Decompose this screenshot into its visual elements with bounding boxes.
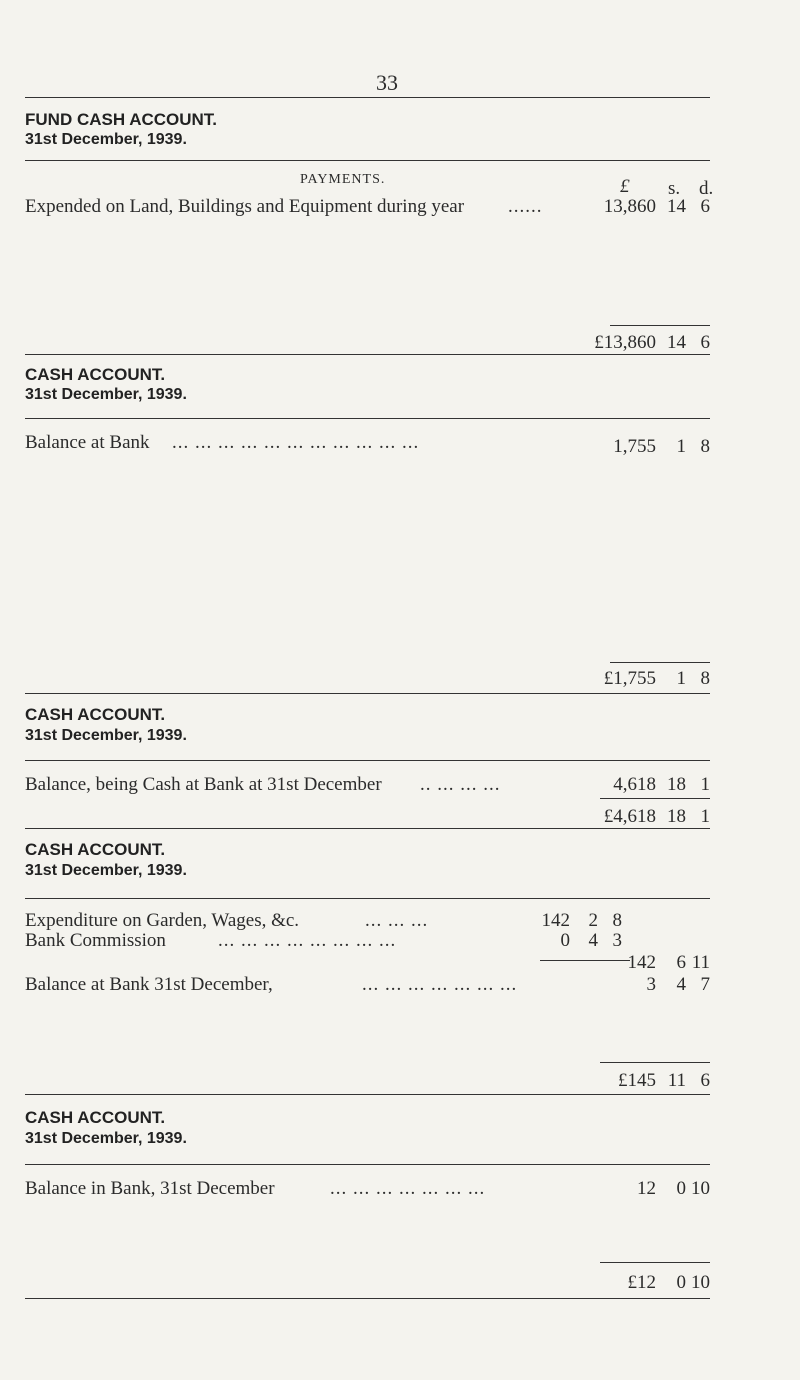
row-label: Balance at Bank [25,432,150,453]
total-pounds: £1,755 [603,668,656,689]
header-rule [25,160,710,161]
currency-header-shillings: s. [668,178,681,199]
row-label: Expended on Land, Buildings and Equipment during year [25,196,465,217]
subtotal-pounds: 142 [627,952,656,973]
section-date: 31st December, 1939. [25,386,187,403]
amount-pence: 6 [700,196,710,217]
header-rule [25,760,710,761]
total-rule [600,1262,710,1263]
leader-dots: ...... [508,196,543,217]
section-title: CASH ACCOUNT. [25,840,166,859]
section-title: CASH ACCOUNT. [25,705,166,724]
total-pence: 10 [691,1272,710,1293]
column-caption: PAYMENTS. [300,172,386,187]
header-rule [25,1164,710,1165]
section-rule [25,1094,710,1095]
section-rule [25,354,710,355]
section-title: CASH ACCOUNT. [25,365,166,384]
amount-pounds: 4,618 [613,774,656,795]
total-pence: 6 [700,1070,710,1091]
amount-pence: 10 [691,1178,710,1199]
section-title: CASH ACCOUNT. [25,1108,166,1127]
total-rule [600,1062,710,1063]
total-pence: 1 [700,806,710,827]
total-pounds: £4,618 [603,806,656,827]
total-pence: 8 [700,668,710,689]
currency-header-pounds: £ [620,176,630,197]
amount-shillings: 14 [667,196,686,217]
section-date: 31st December, 1939. [25,862,187,879]
row-label: Balance at Bank 31st December, [25,974,273,995]
amount-shillings: 0 [676,1178,686,1199]
section-title: FUND CASH ACCOUNT. [25,110,218,129]
leader-dots: ... ... ... ... ... ... ... ... ... ... ... [172,432,420,453]
inner-pence: 8 [612,910,622,931]
leader-dots: ... ... ... ... ... ... ... [330,1178,486,1199]
total-shillings: 0 [676,1272,686,1293]
amount-shillings: 18 [667,774,686,795]
total-rule [610,325,710,326]
amount-pence: 8 [700,436,710,457]
amount-pounds: 12 [637,1178,656,1199]
page-number: 33 [376,70,398,95]
total-shillings: 1 [676,668,686,689]
amount-pence: 1 [700,774,710,795]
section-rule [25,828,710,829]
total-rule [600,798,710,799]
total-shillings: 14 [667,332,686,353]
bottom-rule [25,1298,710,1299]
inner-shillings: 4 [588,930,598,951]
leader-dots: ... ... ... [365,910,429,931]
subtotal-shillings: 6 [676,952,686,973]
row-label: Balance, being Cash at Bank at 31st December [25,774,382,795]
total-rule [610,662,710,663]
total-pounds: £145 [618,1070,656,1091]
row-label: Expenditure on Garden, Wages, &c. [25,910,300,931]
leader-dots: ... ... ... ... ... ... ... [362,974,518,995]
total-pounds: £13,860 [594,332,656,353]
section-date: 31st December, 1939. [25,131,187,148]
currency-header-pence: d. [699,178,714,199]
subtotal-pence: 11 [691,952,710,973]
inner-pounds: 0 [560,930,570,951]
inner-pence: 3 [612,930,622,951]
section-date: 31st December, 1939. [25,727,187,744]
amount-shillings: 1 [676,436,686,457]
amount-pence: 7 [700,974,710,995]
total-shillings: 18 [667,806,686,827]
inner-shillings: 2 [588,910,598,931]
total-shillings: 11 [667,1070,686,1091]
amount-pounds: 1,755 [613,436,656,457]
row-label: Balance in Bank, 31st December [25,1178,275,1199]
top-rule [25,97,710,98]
leader-dots: .. ... ... ... [420,774,501,795]
total-pence: 6 [700,332,710,353]
amount-pounds: 3 [646,974,656,995]
header-rule [25,898,710,899]
inner-pounds: 142 [541,910,570,931]
leader-dots: ... ... ... ... ... ... ... ... [218,930,397,951]
section-date: 31st December, 1939. [25,1130,187,1147]
total-pounds: £12 [627,1272,656,1293]
amount-pounds: 13,860 [603,196,656,217]
header-rule [25,418,710,419]
amount-shillings: 4 [676,974,686,995]
row-label: Bank Commission [25,930,166,951]
section-rule [25,693,710,694]
